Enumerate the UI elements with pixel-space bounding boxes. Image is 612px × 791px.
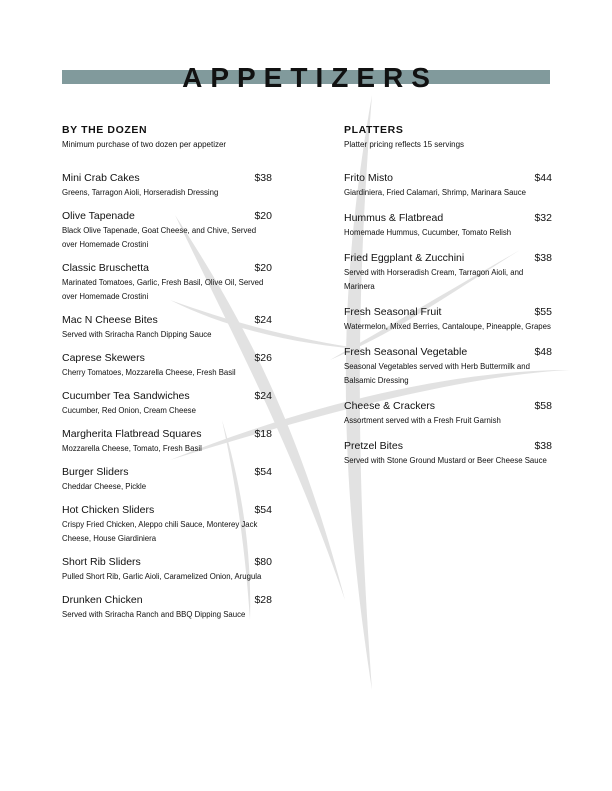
item-name: Margherita Flatbread Squares [62,428,202,440]
item-description: Black Olive Tapenade, Goat Cheese, and Chive, Served over Homemade Crostini [62,226,257,249]
menu-list [344,172,552,468]
menu-item [62,210,272,252]
item-description: Seasonal Vegetables served with Herb Buttermilk and Balsamic Dressing [344,362,530,385]
platters-column [344,124,552,480]
menu-item [62,504,272,546]
item-name: Hot Chicken Sliders [62,504,155,516]
item-name: Hummus & Flatbread [344,212,444,224]
item-description: Cherry Tomatoes, Mozzarella Cheese, Fresh Basil [62,368,236,377]
menu-item [62,428,272,456]
menu-item [62,390,272,418]
item-price: $55 [534,306,552,318]
item-name: Fresh Seasonal Fruit [344,306,442,318]
item-description: Assortment served with a Fresh Fruit Garnish [344,416,501,425]
section-note: Minimum purchase of two dozen per appetizer [62,140,227,149]
menu-item [62,172,272,200]
menu-item [62,594,272,622]
item-description: Greens, Tarragon Aioli, Horseradish Dressing [62,188,219,197]
item-name: Mac N Cheese Bites [62,314,158,326]
item-name: Fresh Seasonal Vegetable [344,346,468,358]
menu-item [62,466,272,494]
menu-item [344,172,552,200]
item-name: Burger Sliders [62,466,129,478]
item-description: Watermelon, Mixed Berries, Cantaloupe, Pineapple, Grapes [344,322,551,331]
item-name: Cucumber Tea Sandwiches [62,390,190,402]
item-price: $48 [534,346,552,358]
item-name: Caprese Skewers [62,352,145,364]
item-name: Olive Tapenade [62,210,135,222]
menu-item [62,352,272,380]
item-price: $80 [254,556,272,568]
item-price: $26 [254,352,272,364]
item-price: $38 [534,440,552,452]
item-price: $38 [254,172,272,184]
menu-list [62,172,272,622]
item-price: $58 [534,400,552,412]
item-price: $54 [254,466,272,478]
item-price: $32 [534,212,552,224]
item-name: Classic Bruschetta [62,262,149,274]
item-description: Cheddar Cheese, Pickle [62,482,147,491]
item-name: Fried Eggplant & Zucchini [344,252,465,264]
menu-item [344,400,552,428]
item-price: $28 [254,594,272,606]
section-heading: BY THE DOZEN [62,124,148,136]
menu-item [344,306,552,334]
item-name: Mini Crab Cakes [62,172,140,184]
page-title: APPETIZERS [182,62,438,93]
item-description: Served with Horseradish Cream, Tarragon Aioli, and Marinera [344,268,524,291]
item-description: Served with Sriracha Ranch and BBQ Dipping Sauce [62,610,246,619]
item-name: Short Rib Sliders [62,556,141,568]
item-price: $20 [254,262,272,274]
menu-item [344,212,552,240]
by-the-dozen-column [62,124,272,632]
menu-item [62,262,272,304]
item-price: $54 [254,504,272,516]
item-description: Marinated Tomatoes, Garlic, Fresh Basil, Olive Oil, Served over Homemade Crostini [62,278,264,301]
item-name: Drunken Chicken [62,594,143,606]
item-price: $24 [254,390,272,402]
menu-item [62,314,272,342]
item-name: Cheese & Crackers [344,400,436,412]
item-price: $18 [254,428,272,440]
item-price: $24 [254,314,272,326]
item-description: Pulled Short Rib, Garlic Aioli, Caramelized Onion, Arugula [62,572,262,581]
section-heading: PLATTERS [344,124,404,136]
item-description: Homemade Hummus, Cucumber, Tomato Relish [344,228,512,237]
menu-item [344,346,552,388]
item-price: $44 [534,172,552,184]
item-description: Mozzarella Cheese, Tomato, Fresh Basil [62,444,202,453]
item-description: Cucumber, Red Onion, Cream Cheese [62,406,196,415]
item-description: Served with Sriracha Ranch Dipping Sauce [62,330,212,339]
item-price: $20 [254,210,272,222]
menu-item [344,440,552,468]
item-name: Pretzel Bites [344,440,403,452]
item-price: $38 [534,252,552,264]
menu-item [62,556,272,584]
item-description: Served with Stone Ground Mustard or Beer Cheese Sauce [344,456,547,465]
item-name: Frito Misto [344,172,394,184]
section-note: Platter pricing reflects 15 servings [344,140,465,149]
item-description: Giardiniera, Fried Calamari, Shrimp, Marinara Sauce [344,188,526,197]
item-description: Crispy Fried Chicken, Aleppo chili Sauce, Monterey Jack Cheese, House Giardiniera [62,520,258,543]
menu-item [344,252,552,294]
